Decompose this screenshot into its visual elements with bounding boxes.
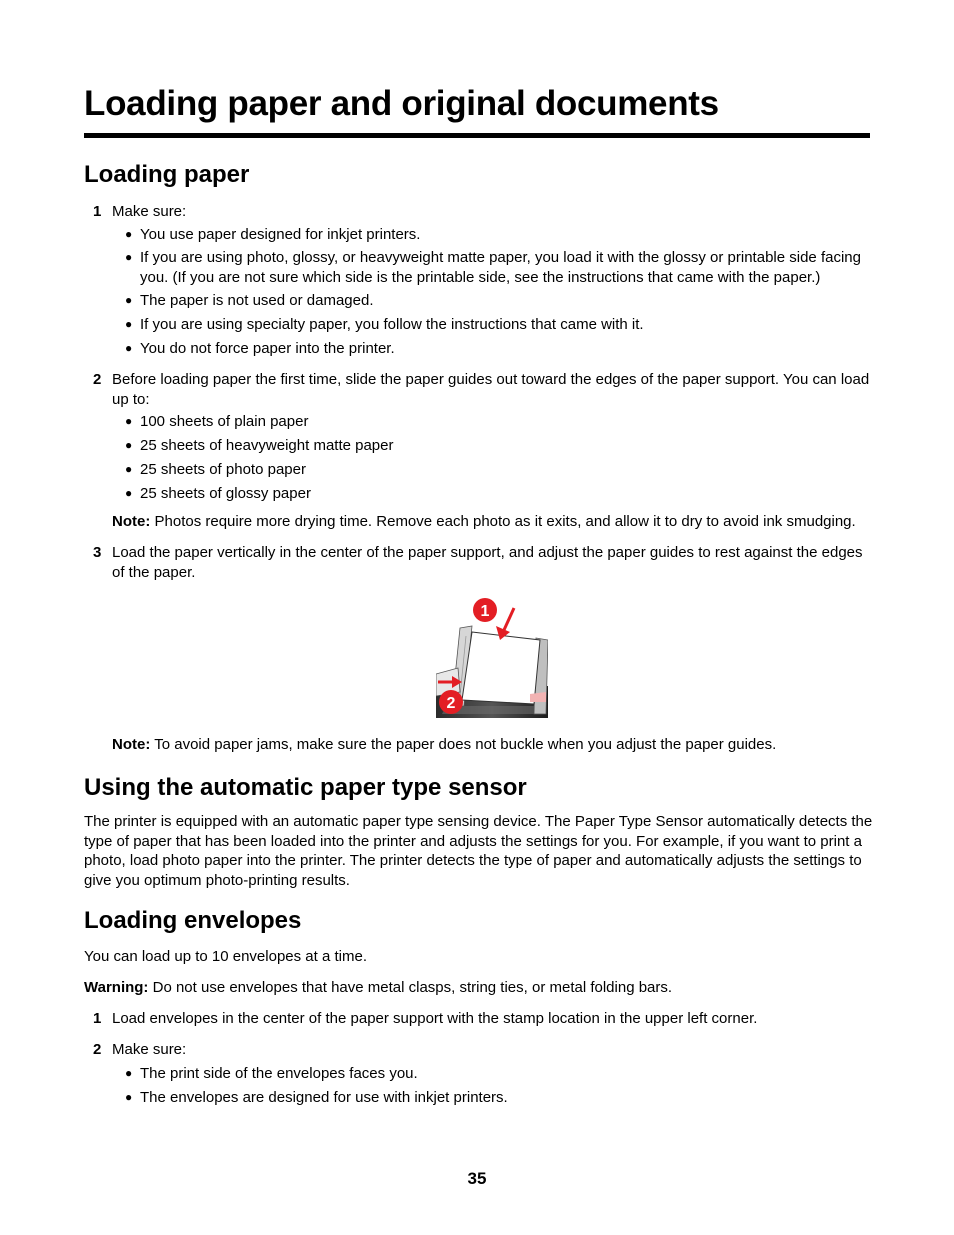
bullet-icon: ● bbox=[125, 462, 133, 476]
callout-badge-2 bbox=[439, 690, 463, 714]
note-text: Photos require more drying time. Remove each photo as it exits, and allow it to dry to avoid ink smudging. bbox=[154, 513, 856, 530]
bullet-icon: ● bbox=[125, 227, 133, 241]
list-item: 25 sheets of heavyweight matte paper bbox=[140, 437, 394, 454]
step-text: Make sure: bbox=[112, 203, 187, 220]
list-item: You use paper designed for inkjet printers. bbox=[140, 226, 421, 243]
page-number: 35 bbox=[467, 1169, 487, 1188]
step-number: 3 bbox=[93, 544, 102, 561]
note bbox=[112, 512, 882, 532]
note-text: To avoid paper jams, make sure the paper does not buckle when you adjust the paper guides. bbox=[154, 736, 777, 753]
warning-label: Warning: bbox=[84, 979, 149, 996]
list-item: You do not force paper into the printer. bbox=[140, 340, 395, 357]
svg-text:1: 1 bbox=[480, 603, 490, 620]
bullet-icon: ● bbox=[125, 1066, 133, 1080]
note-label: Note: bbox=[112, 736, 151, 753]
step-text: Before loading paper the first time, slide the paper guides out toward the edges of the paper support. You can load up to: bbox=[112, 371, 870, 408]
bullet-icon: ● bbox=[125, 438, 133, 452]
warning-text: Do not use envelopes that have metal clasps, string ties, or metal folding bars. bbox=[152, 979, 673, 996]
list-item: If you are using photo, glossy, or heavyweight matte paper, you load it with the glossy or printable side facing you. (If you are not sure which side is the printable side, see the instructions that came with the paper.) bbox=[140, 249, 861, 286]
list-item: The envelopes are designed for use with inkjet printers. bbox=[140, 1089, 508, 1106]
bullet-icon: ● bbox=[125, 414, 133, 428]
step-text: Load envelopes in the center of the paper support with the stamp location in the upper left corner. bbox=[112, 1010, 758, 1027]
list-item: The print side of the envelopes faces you. bbox=[140, 1065, 418, 1082]
warning bbox=[84, 978, 870, 998]
callout-badge-1 bbox=[473, 598, 497, 622]
title-rule bbox=[84, 133, 870, 138]
note bbox=[112, 735, 874, 755]
bullet-icon: ● bbox=[125, 317, 133, 331]
heading-loading-envelopes: Loading envelopes bbox=[84, 907, 302, 934]
bullet-icon: ● bbox=[125, 250, 133, 264]
heading-loading-paper: Loading paper bbox=[84, 161, 250, 188]
note-label: Note: bbox=[112, 513, 151, 530]
step-text: Make sure: bbox=[112, 1041, 187, 1058]
arrow-icon bbox=[496, 608, 514, 640]
step-number: 1 bbox=[93, 203, 102, 220]
svg-text:2: 2 bbox=[446, 695, 456, 712]
list-item: 25 sheets of photo paper bbox=[140, 461, 306, 478]
step-text: Load the paper vertically in the center of the paper support, and adjust the paper guides to rest against the edges of the paper. bbox=[112, 544, 863, 581]
list-item: 25 sheets of glossy paper bbox=[140, 485, 311, 502]
bullet-icon: ● bbox=[125, 293, 133, 307]
paragraph: You can load up to 10 envelopes at a time. bbox=[84, 948, 367, 965]
paper-loading-illustration bbox=[436, 596, 548, 718]
page-title: Loading paper and original documents bbox=[84, 84, 719, 123]
step-number: 2 bbox=[93, 371, 102, 388]
step-number: 1 bbox=[93, 1010, 102, 1027]
list-item: The paper is not used or damaged. bbox=[140, 292, 374, 309]
bullet-icon: ● bbox=[125, 486, 133, 500]
bullet-icon: ● bbox=[125, 341, 133, 355]
list-item: 100 sheets of plain paper bbox=[140, 413, 309, 430]
heading-paper-type-sensor: Using the automatic paper type sensor bbox=[84, 774, 527, 801]
paragraph: The printer is equipped with an automatic paper type sensing device. The Paper Type Sensor automatically detects the type of paper that has been loaded into the printer and adjusts the settings for you. For example, if you want to print a photo, load photo paper into the printer. The printer detects the type of paper and automatically adjusts the settings to give you optimum photo-printing results. bbox=[84, 813, 873, 889]
bullet-icon: ● bbox=[125, 1090, 133, 1104]
step-number: 2 bbox=[93, 1041, 102, 1058]
list-item: If you are using specialty paper, you follow the instructions that came with it. bbox=[140, 316, 644, 333]
